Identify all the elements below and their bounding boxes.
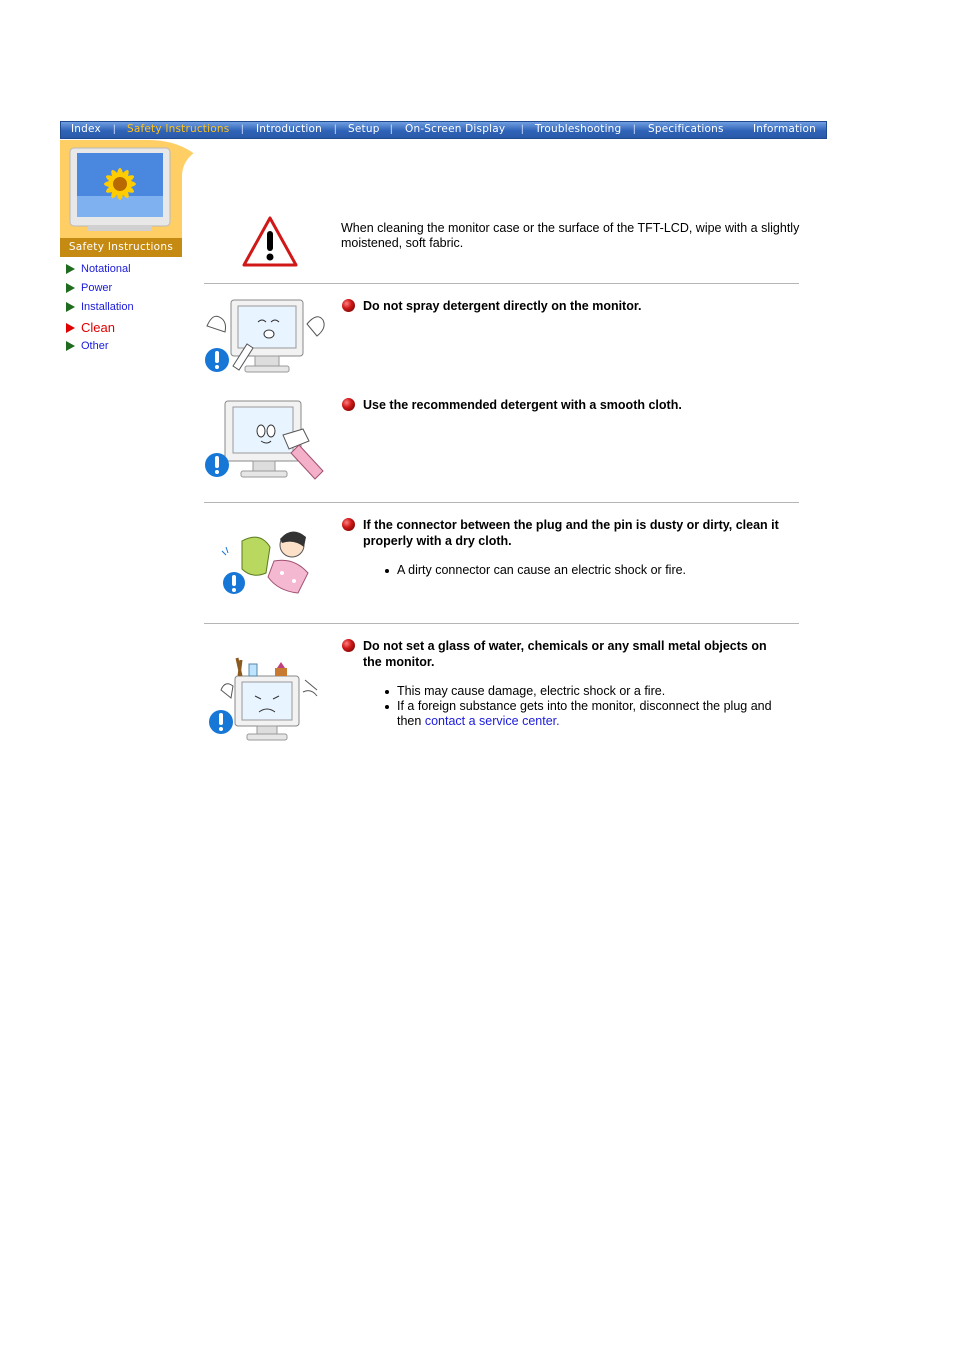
sidebar-item-notational[interactable] — [66, 263, 131, 275]
monitor-flower-image — [68, 146, 172, 232]
red-bullet-icon — [342, 398, 355, 411]
nav-separator: | — [390, 124, 393, 135]
section-3-title — [342, 517, 782, 549]
divider — [204, 502, 799, 503]
spray-monitor-illustration — [203, 296, 328, 380]
sidebar-item-clean[interactable] — [66, 320, 115, 335]
sidebar-item-label[interactable]: Clean — [81, 320, 115, 335]
section-1-text: Do not spray detergent directly on the monitor. — [363, 299, 642, 313]
sidebar-item-installation[interactable] — [66, 301, 134, 313]
sidebar-item-label[interactable]: Installation — [81, 301, 134, 313]
list-item: A dirty connector can cause an electric shock or fire. — [397, 563, 797, 578]
clean-plug-illustration — [218, 525, 318, 599]
red-bullet-icon — [342, 639, 355, 652]
divider — [204, 283, 799, 284]
sidebar-item-label[interactable]: Other — [81, 340, 109, 352]
warning-triangle-icon — [241, 215, 299, 268]
nav-safety-instructions[interactable]: Safety Instructions — [127, 123, 230, 135]
intro-text: When cleaning the monitor case or the surface of the TFT-LCD, wipe with a slightly moistened, soft fabric. — [341, 221, 800, 250]
objects-on-monitor-illustration — [207, 652, 325, 744]
nav-separator: | — [241, 124, 244, 135]
arrow-right-icon — [66, 283, 75, 293]
banner-curve — [182, 148, 212, 258]
section-4-text: Do not set a glass of water, chemicals or any small metal objects on the monitor. — [363, 639, 767, 669]
section-3-bullets — [397, 563, 797, 578]
section-2-title — [342, 397, 782, 413]
nav-separator: | — [521, 124, 524, 135]
nav-troubleshooting[interactable]: Troubleshooting — [535, 123, 622, 135]
red-bullet-icon — [342, 299, 355, 312]
red-bullet-icon — [342, 518, 355, 531]
list-item: This may cause damage, electric shock or a fire. — [397, 684, 787, 699]
section-1-title — [342, 298, 782, 314]
nav-information[interactable]: Information — [753, 123, 816, 135]
nav-osd[interactable]: On-Screen Display — [405, 123, 506, 135]
nav-separator: | — [113, 124, 116, 135]
service-center-link[interactable]: contact a service center. — [424, 714, 560, 728]
nav-introduction[interactable]: Introduction — [256, 123, 322, 135]
sidebar-item-other[interactable] — [66, 340, 109, 352]
sidebar-item-power[interactable] — [66, 282, 112, 294]
sidebar-item-label[interactable]: Power — [81, 282, 113, 294]
nav-specifications[interactable]: Specifications — [648, 123, 724, 135]
section-4-bullets — [397, 684, 787, 729]
section-4-title — [342, 638, 782, 670]
list-item — [397, 699, 787, 729]
sidebar-item-label[interactable]: Notational — [81, 263, 131, 275]
section-3-text: If the connector between the plug and the pin is dusty or dirty, clean it properly with a dry cloth. — [363, 518, 779, 548]
arrow-right-icon — [66, 302, 75, 312]
nav-separator: | — [633, 124, 636, 135]
top-nav-bar — [60, 121, 827, 139]
nav-index[interactable]: Index — [71, 123, 101, 135]
arrow-right-icon — [66, 264, 75, 274]
wipe-monitor-illustration — [203, 395, 328, 487]
banner-label: Safety Instructions — [60, 238, 182, 257]
arrow-right-icon — [66, 341, 75, 351]
section-2-text: Use the recommended detergent with a smooth cloth. — [363, 398, 682, 412]
arrow-right-icon — [66, 323, 75, 333]
nav-setup[interactable]: Setup — [348, 123, 380, 135]
nav-separator: | — [334, 124, 337, 135]
list-item-text: If a foreign substance gets into the monitor, disconnect the plug and then — [397, 699, 772, 728]
divider — [204, 623, 799, 624]
